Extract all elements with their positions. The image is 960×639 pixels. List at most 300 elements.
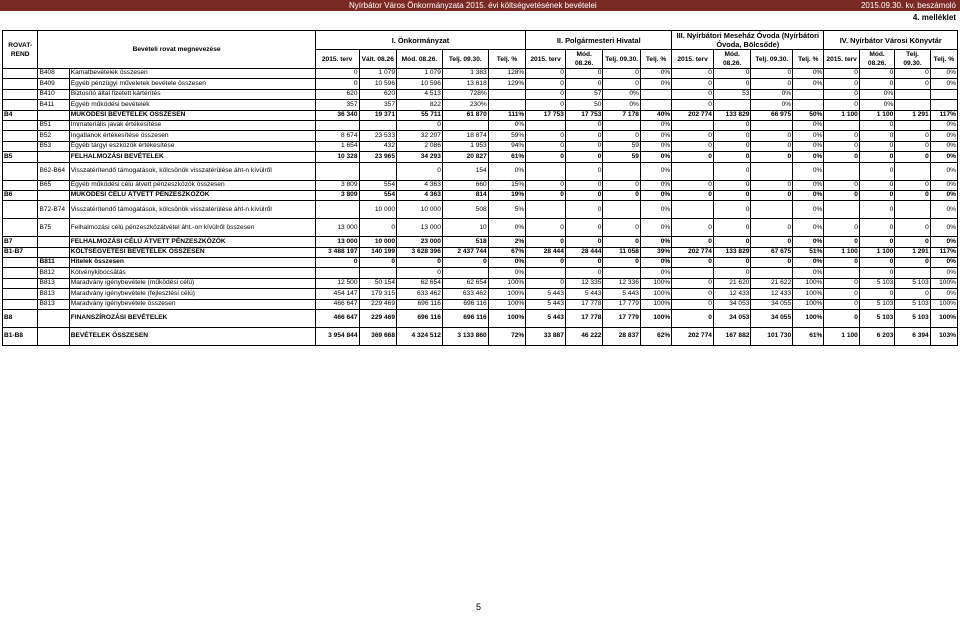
cell-value: 696 116 [442,310,488,328]
cell-value: 62 654 [442,278,488,288]
top-banner [0,0,960,11]
row-code-level2: B812 [38,268,69,278]
col-g1-telj: Telj. 09.30. [442,50,488,69]
cell-value: 0 [672,299,714,309]
row-code-level1: B6 [3,190,38,200]
cell-value [751,162,793,180]
cell-value: 61% [488,152,526,162]
cell-value: 0 [713,190,751,200]
cell-value: 0 [672,180,714,190]
col-g3-terv: 2015. terv [672,50,714,69]
cell-value: 0 [859,141,894,151]
cell-value: 0 [397,268,443,278]
cell-value: 0 [603,258,641,268]
cell-value: 1 383 [442,69,488,79]
cell-value: 0 [751,131,793,141]
cell-value: 40% [640,110,671,120]
cell-value: 5 103 [859,310,894,328]
cell-value: 0% [640,190,671,200]
cell-value: 32 207 [397,131,443,141]
cell-value: 12 335 [565,278,603,288]
cell-value: 1 079 [359,69,397,79]
row-code-level2: B62-B64 [38,162,69,180]
cell-value: 100% [488,299,526,309]
table-row [3,247,958,257]
cell-value: 11 058 [603,247,641,257]
cell-value: 0 [565,237,603,247]
row-code-level1 [3,268,38,278]
cell-value: 0 [751,69,793,79]
cell-value: 34 293 [397,152,443,162]
row-name: Maradvány igénybevétele összesen [69,299,315,309]
cell-value: 0% [640,237,671,247]
cell-value: 0 [859,268,894,278]
cell-value: 0% [751,100,793,110]
cell-value: 633 462 [397,289,443,299]
cell-value: 229 469 [359,299,397,309]
cell-value: 61 870 [442,110,488,120]
cell-value: 100% [793,278,824,288]
cell-value: 230% [442,100,488,110]
cell-value: 0 [603,131,641,141]
cell-value: 0% [640,180,671,190]
cell-value: 0 [672,152,714,162]
cell-value: 17 753 [565,110,603,120]
cell-value: 0% [488,268,526,278]
table-row [3,131,958,141]
col-g1-pct: Telj. % [488,50,526,69]
cell-value: 822 [397,100,443,110]
cell-value: 0 [526,89,566,99]
cell-value: 101 730 [751,328,793,346]
cell-value: 1 100 [859,247,894,257]
cell-value: 0% [488,219,526,237]
cell-value [824,120,859,130]
table-row [3,190,958,200]
row-code-level2 [38,237,69,247]
cell-value: 72% [488,328,526,346]
cell-value: 0 [526,100,566,110]
cell-value [751,120,793,130]
cell-value: 59% [488,131,526,141]
cell-value: 0 [526,141,566,151]
cell-value [315,120,359,130]
cell-value: 0 [824,278,859,288]
cell-value: 0 [895,79,930,89]
cell-value: 4 363 [397,190,443,200]
cell-value: 0% [859,89,894,99]
cell-value: 0 [859,190,894,200]
cell-value: 0 [751,79,793,89]
cell-value: 0 [565,180,603,190]
cell-value: 10 328 [315,152,359,162]
row-name: Maradvány igénybevétele (fejlesztési célú) [69,289,315,299]
table-row [3,152,958,162]
cell-value: 5 103 [859,278,894,288]
row-code-level2 [38,310,69,328]
cell-value: 7 178 [603,110,641,120]
cell-value: 46 222 [565,328,603,346]
cell-value [751,201,793,219]
cell-value: 0 [824,141,859,151]
cell-value: 1 100 [859,110,894,120]
row-name: Hitelek összesen [69,258,315,268]
cell-value: 117% [930,247,957,257]
cell-value: 0 [859,69,894,79]
cell-value: 59 [603,152,641,162]
cell-value: 10 596 [397,79,443,89]
cell-value: 10 000 [359,237,397,247]
cell-value: 0% [930,141,957,151]
cell-value: 10 596 [359,79,397,89]
cell-value: 518 [442,237,488,247]
cell-value: 0% [930,79,957,89]
row-name: FELHALMOZÁSI BEVÉTELEK [69,152,315,162]
cell-value: 0 [824,258,859,268]
col-g1-terv: 2015. terv [315,50,359,69]
cell-value: 10 [442,219,488,237]
cell-value: 21 622 [751,278,793,288]
table-row [3,278,958,288]
cell-value: 17 753 [526,110,566,120]
row-code-level2: B813 [38,278,69,288]
row-code-level2: B408 [38,69,69,79]
cell-value: 5 443 [565,289,603,299]
cell-value: 0% [640,131,671,141]
cell-value [640,100,671,110]
cell-value: 0 [526,152,566,162]
row-code-level1 [3,131,38,141]
cell-value: 0 [526,79,566,89]
cell-value: 0% [640,219,671,237]
col-name: Bevételi rovat megnevezése [38,31,315,69]
cell-value: 0 [713,201,751,219]
cell-value: 0 [672,100,714,110]
cell-value: 466 647 [315,299,359,309]
row-name: Egyéb tárgyi eszközök értékesítése [69,141,315,151]
cell-value: 0 [565,219,603,237]
col-rovat-rend: ROVAT-REND [3,31,38,69]
cell-value: 0% [793,268,824,278]
cell-value: 0% [488,162,526,180]
cell-value: 12 500 [315,278,359,288]
row-code-level2: B65 [38,180,69,190]
cell-value: 33 887 [526,328,566,346]
cell-value: 696 116 [397,310,443,328]
row-name: MŰKÖDÉSI CÉLÚ ÁTVETT PÉNZESZKÖZÖK [69,190,315,200]
cell-value: 0 [672,289,714,299]
row-name: Egyéb pénzügyi műveletek bevétele összesen [69,79,315,89]
cell-value [315,201,359,219]
cell-value: 0 [565,131,603,141]
cell-value [930,89,957,99]
cell-value [603,120,641,130]
cell-value: 1 100 [824,247,859,257]
cell-value: 19 371 [359,110,397,120]
row-code-level1: B1-B8 [3,328,38,346]
cell-value: 17 779 [603,310,641,328]
cell-value: 4 324 512 [397,328,443,346]
cell-value: 1 291 [895,247,930,257]
row-name: Immateriális javak értékesítése [69,120,315,130]
cell-value: 133 829 [713,247,751,257]
cell-value: 55 711 [397,110,443,120]
cell-value: 0 [751,190,793,200]
cell-value: 0 [713,180,751,190]
cell-value [526,162,566,180]
cell-value: 3 628 396 [397,247,443,257]
cell-value: 814 [442,190,488,200]
cell-value: 0 [603,219,641,237]
row-code-level1 [3,120,38,130]
row-code-level1 [3,219,38,237]
cell-value: 0% [793,69,824,79]
row-code-level1 [3,299,38,309]
cell-value: 0 [824,190,859,200]
table-row [3,328,958,346]
cell-value: 0 [713,219,751,237]
cell-value: 0 [751,237,793,247]
cell-value: 0 [565,258,603,268]
cell-value: 696 116 [442,299,488,309]
cell-value: 728% [442,89,488,99]
row-name: Visszatérítendő támogatások, kölcsönök visszatérülése áht-n kívülről [69,201,315,219]
row-code-level2: B410 [38,89,69,99]
col-g4-mod: Mód. 08.26. [859,50,894,69]
cell-value: 100% [793,310,824,328]
cell-value: 0 [713,258,751,268]
cell-value: 0 [603,69,641,79]
cell-value [895,89,930,99]
row-name: FELHALMOZÁSI CÉLÚ ÁTVETT PÉNZESZKÖZÖK [69,237,315,247]
cell-value: 0% [793,141,824,151]
cell-value [895,100,930,110]
cell-value: 100% [640,289,671,299]
group-konyvtar: IV. Nyírbátor Városi Könyvtár [824,31,958,50]
cell-value: 62% [640,328,671,346]
cell-value: 0 [859,289,894,299]
cell-value: 13 000 [315,237,359,247]
cell-value: 0% [930,162,957,180]
cell-value: 0% [793,120,824,130]
cell-value: 0 [824,289,859,299]
cell-value: 0% [488,120,526,130]
cell-value: 3 809 [315,190,359,200]
cell-value: 202 774 [672,328,714,346]
row-name: Kötvénykibocsátás [69,268,315,278]
cell-value: 0% [793,131,824,141]
cell-value: 0% [793,162,824,180]
cell-value: 0 [397,120,443,130]
cell-value: 0 [359,219,397,237]
cell-value: 0 [603,79,641,89]
cell-value: 28 444 [565,247,603,257]
cell-value: 100% [640,299,671,309]
cell-value: 2 086 [397,141,443,151]
table-row [3,299,958,309]
cell-value [640,89,671,99]
cell-value: 369 668 [359,328,397,346]
row-name: Biztosító által fizetett kártérítés [69,89,315,99]
cell-value: 0% [640,79,671,89]
row-code-level1 [3,79,38,89]
cell-value: 0% [751,89,793,99]
cell-value: 1 079 [397,69,443,79]
cell-value [526,120,566,130]
cell-value: 0% [930,258,957,268]
cell-value: 154 [442,162,488,180]
cell-value: 0 [895,141,930,151]
table-row [3,110,958,120]
cell-value: 0 [859,237,894,247]
row-name: Egyéb működési célú átvett pénzeszközök összesen [69,180,315,190]
cell-value: 100% [640,278,671,288]
cell-value: 50 154 [359,278,397,288]
col-g3-pct: Telj. % [793,50,824,69]
row-code-level1 [3,201,38,219]
row-code-level2: B409 [38,79,69,89]
cell-value: 0 [315,79,359,89]
col-g4-terv: 2015. terv [824,50,859,69]
cell-value: 0 [672,79,714,89]
cell-value: 0 [713,120,751,130]
cell-value: 0% [793,219,824,237]
cell-value: 0% [793,180,824,190]
cell-value: 202 774 [672,110,714,120]
cell-value: 0% [640,268,671,278]
col-g2-terv: 2015. terv [526,50,566,69]
row-code-level2: B411 [38,100,69,110]
cell-value: 128% [488,69,526,79]
document-title: Nyírbátor Város Önkormányzata 2015. évi költségvetésének bevételei [349,1,597,10]
row-code-level2 [38,152,69,162]
col-g2-telj: Telj. 09.30. [603,50,641,69]
cell-value: 0% [793,237,824,247]
row-code-level1 [3,180,38,190]
cell-value: 0 [672,89,714,99]
cell-value: 6 394 [895,328,930,346]
cell-value [603,268,641,278]
cell-value: 0 [895,131,930,141]
cell-value: 20 827 [442,152,488,162]
cell-value: 0 [859,79,894,89]
cell-value: 100% [930,310,957,328]
cell-value: 117% [930,110,957,120]
row-code-level2 [38,190,69,200]
cell-value [895,201,930,219]
cell-value: 0 [824,237,859,247]
row-name: Felhalmozási célú pénzeszközátvétel áht.-on kívülről összesen [69,219,315,237]
cell-value: 0 [672,141,714,151]
col-g2-pct: Telj. % [640,50,671,69]
cell-value [442,120,488,130]
table-row [3,141,958,151]
row-code-level2: B51 [38,120,69,130]
cell-value: 2 437 744 [442,247,488,257]
cell-value [603,201,641,219]
cell-value: 0 [565,152,603,162]
cell-value: 0% [603,89,641,99]
cell-value: 100% [930,278,957,288]
cell-value: 5 443 [603,289,641,299]
cell-value: 4 513 [397,89,443,99]
cell-value: 1 654 [315,141,359,151]
cell-value: 0 [603,237,641,247]
cell-value: 0 [526,237,566,247]
cell-value: 100% [488,278,526,288]
row-code-level2: B811 [38,258,69,268]
cell-value: 0 [315,258,359,268]
cell-value [359,162,397,180]
cell-value: 53 [713,89,751,99]
cell-value [895,120,930,130]
cell-value: 3 954 844 [315,328,359,346]
row-code-level2 [38,110,69,120]
cell-value: 202 774 [672,247,714,257]
cell-value: 28 444 [526,247,566,257]
table-row [3,268,958,278]
cell-value: 0 [672,258,714,268]
cell-value: 0 [895,190,930,200]
cell-value: 100% [488,310,526,328]
cell-value: 3 488 197 [315,247,359,257]
cell-value: 100% [488,289,526,299]
row-code-level2 [38,247,69,257]
cell-value: 0% [930,219,957,237]
table-row [3,219,958,237]
cell-value [824,268,859,278]
cell-value: 0 [859,219,894,237]
cell-value: 1 953 [442,141,488,151]
cell-value [895,162,930,180]
cell-value: 0 [672,219,714,237]
cell-value: 0% [859,100,894,110]
cell-value: 0% [640,162,671,180]
cell-value: 23 965 [359,152,397,162]
cell-value: 10 000 [397,201,443,219]
cell-value [526,268,566,278]
cell-value: 0 [751,152,793,162]
cell-value: 0 [565,162,603,180]
row-code-level2: B75 [38,219,69,237]
cell-value: 1 291 [895,110,930,120]
cell-value: 0 [565,79,603,89]
cell-value: 620 [359,89,397,99]
cell-value: 0 [824,152,859,162]
cell-value: 0 [859,201,894,219]
cell-value: 0 [359,258,397,268]
cell-value: 23 533 [359,131,397,141]
cell-value: 0 [565,201,603,219]
report-date: 2015.09.30. kv. beszámoló [860,1,956,10]
col-g1-mod: Mód. 08.26. [397,50,443,69]
cell-value: 51% [793,247,824,257]
cell-value: 2% [488,237,526,247]
cell-value: 0 [672,278,714,288]
cell-value: 0 [895,289,930,299]
table-row [3,120,958,130]
cell-value: 0 [442,258,488,268]
table-body [3,69,958,346]
cell-value [930,100,957,110]
row-name: Egyéb működési bevételek [69,100,315,110]
table-row [3,69,958,79]
cell-value: 0% [930,152,957,162]
cell-value: 5 443 [526,299,566,309]
cell-value: 5 443 [526,310,566,328]
cell-value: 0 [713,268,751,278]
cell-value: 0% [930,237,957,247]
